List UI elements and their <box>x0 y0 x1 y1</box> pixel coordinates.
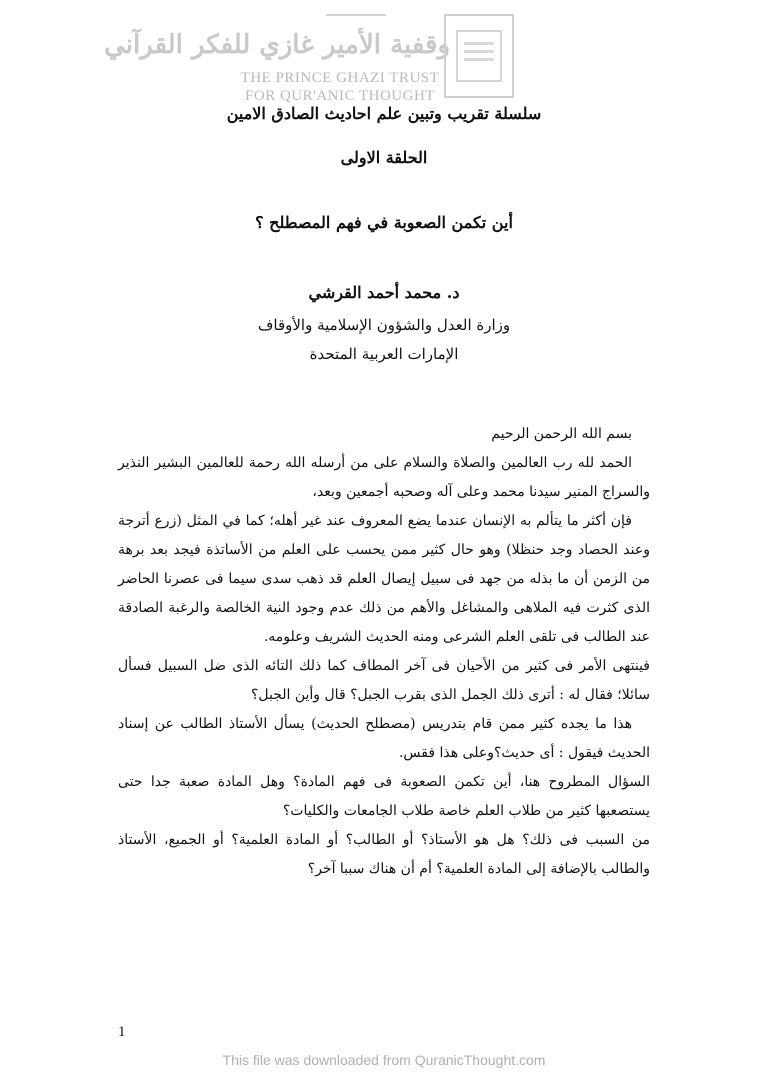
document-body <box>118 420 650 884</box>
watermark-logo <box>104 8 530 116</box>
author-ministry: وزارة العدل والشؤون الإسلامية والأوقاف <box>257 316 511 334</box>
author-name: د. محمد أحمد القرشي <box>308 283 460 302</box>
page-number: 1 <box>118 1024 126 1040</box>
paragraph-2: فإن أكثر ما يتألم به الإنسان عندما يضع المعروف عند غير أهله؛ كما في المثل (زرع أترجة وعند الحصاد وجد حنظلا) وهو حال كثير ممن يحسب على العلم من الأساتذة فيجد بعد برهة من الزمن أن ما بذله من جهد فى سبيل إيصال العلم قد ذهب سدى سيما فى عصرنا الحاضر الذى كثرت فيه الملاهى والمشاغل والأهم من ذلك عدم وجود النية الخالصة والرغبة الصادقة عند الطالب فى تلقى العلم الشرعى ومنه الحديث الشريف وعلومه. <box>118 513 650 645</box>
paragraph-5: السؤال المطروح هنا، أين تكمن الصعوبة فى فهم المادة؟ وهل المادة صعبة جدا حتى يستصعبها كثير من طلاب العلم خاصة طلاب الجامعات والكليات؟ <box>118 774 650 819</box>
episode-title: الحلقة الاولى <box>340 148 428 167</box>
author-country: الإمارات العربية المتحدة <box>309 345 459 363</box>
download-footer: This file was downloaded from QuranicThought.com <box>222 1052 546 1068</box>
paragraph-3: فينتهى الأمر فى كثير من الأحيان فى آخر المطاف كما ذلك التائه الذى ضل السبيل فسأل سائلا؛ فقال له : أترى ذلك الجمل الذى بقرب الجبل؟ قال وأين الجبل؟ <box>118 658 650 703</box>
watermark-seal-icon <box>444 14 514 98</box>
paragraph-6: من السبب فى ذلك؟ هل هو الأستاذ؟ أو الطالب؟ أو المادة العلمية؟ أو الجميع، الأستاذ والطالب بالإضافة إلى المادة العلمية؟ أم أن هناك سببا آخر؟ <box>118 832 650 877</box>
watermark-english-line1: THE PRINCE GHAZI TRUST <box>240 70 440 86</box>
series-title: سلسلة تقريب وتبين علم احاديث الصادق الامين <box>226 104 542 123</box>
paragraph-1: الحمد لله رب العالمين والصلاة والسلام على من أرسله الله رحمة للعالمين البشير النذير والسراج المنير سيدنا محمد وعلى آله وصحبه أجمعين وبعد، <box>118 455 650 500</box>
watermark-arabic-name: وقفية الأمير غازي للفكر القرآني <box>104 30 450 60</box>
question-title: أين تكمن الصعوبة في فهم المصطلح ؟ <box>255 213 513 232</box>
paragraph-4: هذا ما يجده كثير ممن قام بتدريس (مصطلح الحديث) يسأل الأستاذ الطالب عن إسناد الحديث فيقول : أى حديث؟وعلى هذا فقس. <box>118 716 650 761</box>
watermark-english-line2: FOR QUR'ANIC THOUGHT <box>245 88 435 104</box>
basmala: بسم الله الرحمن الرحيم <box>491 426 632 442</box>
watermark-ornament <box>326 14 386 16</box>
